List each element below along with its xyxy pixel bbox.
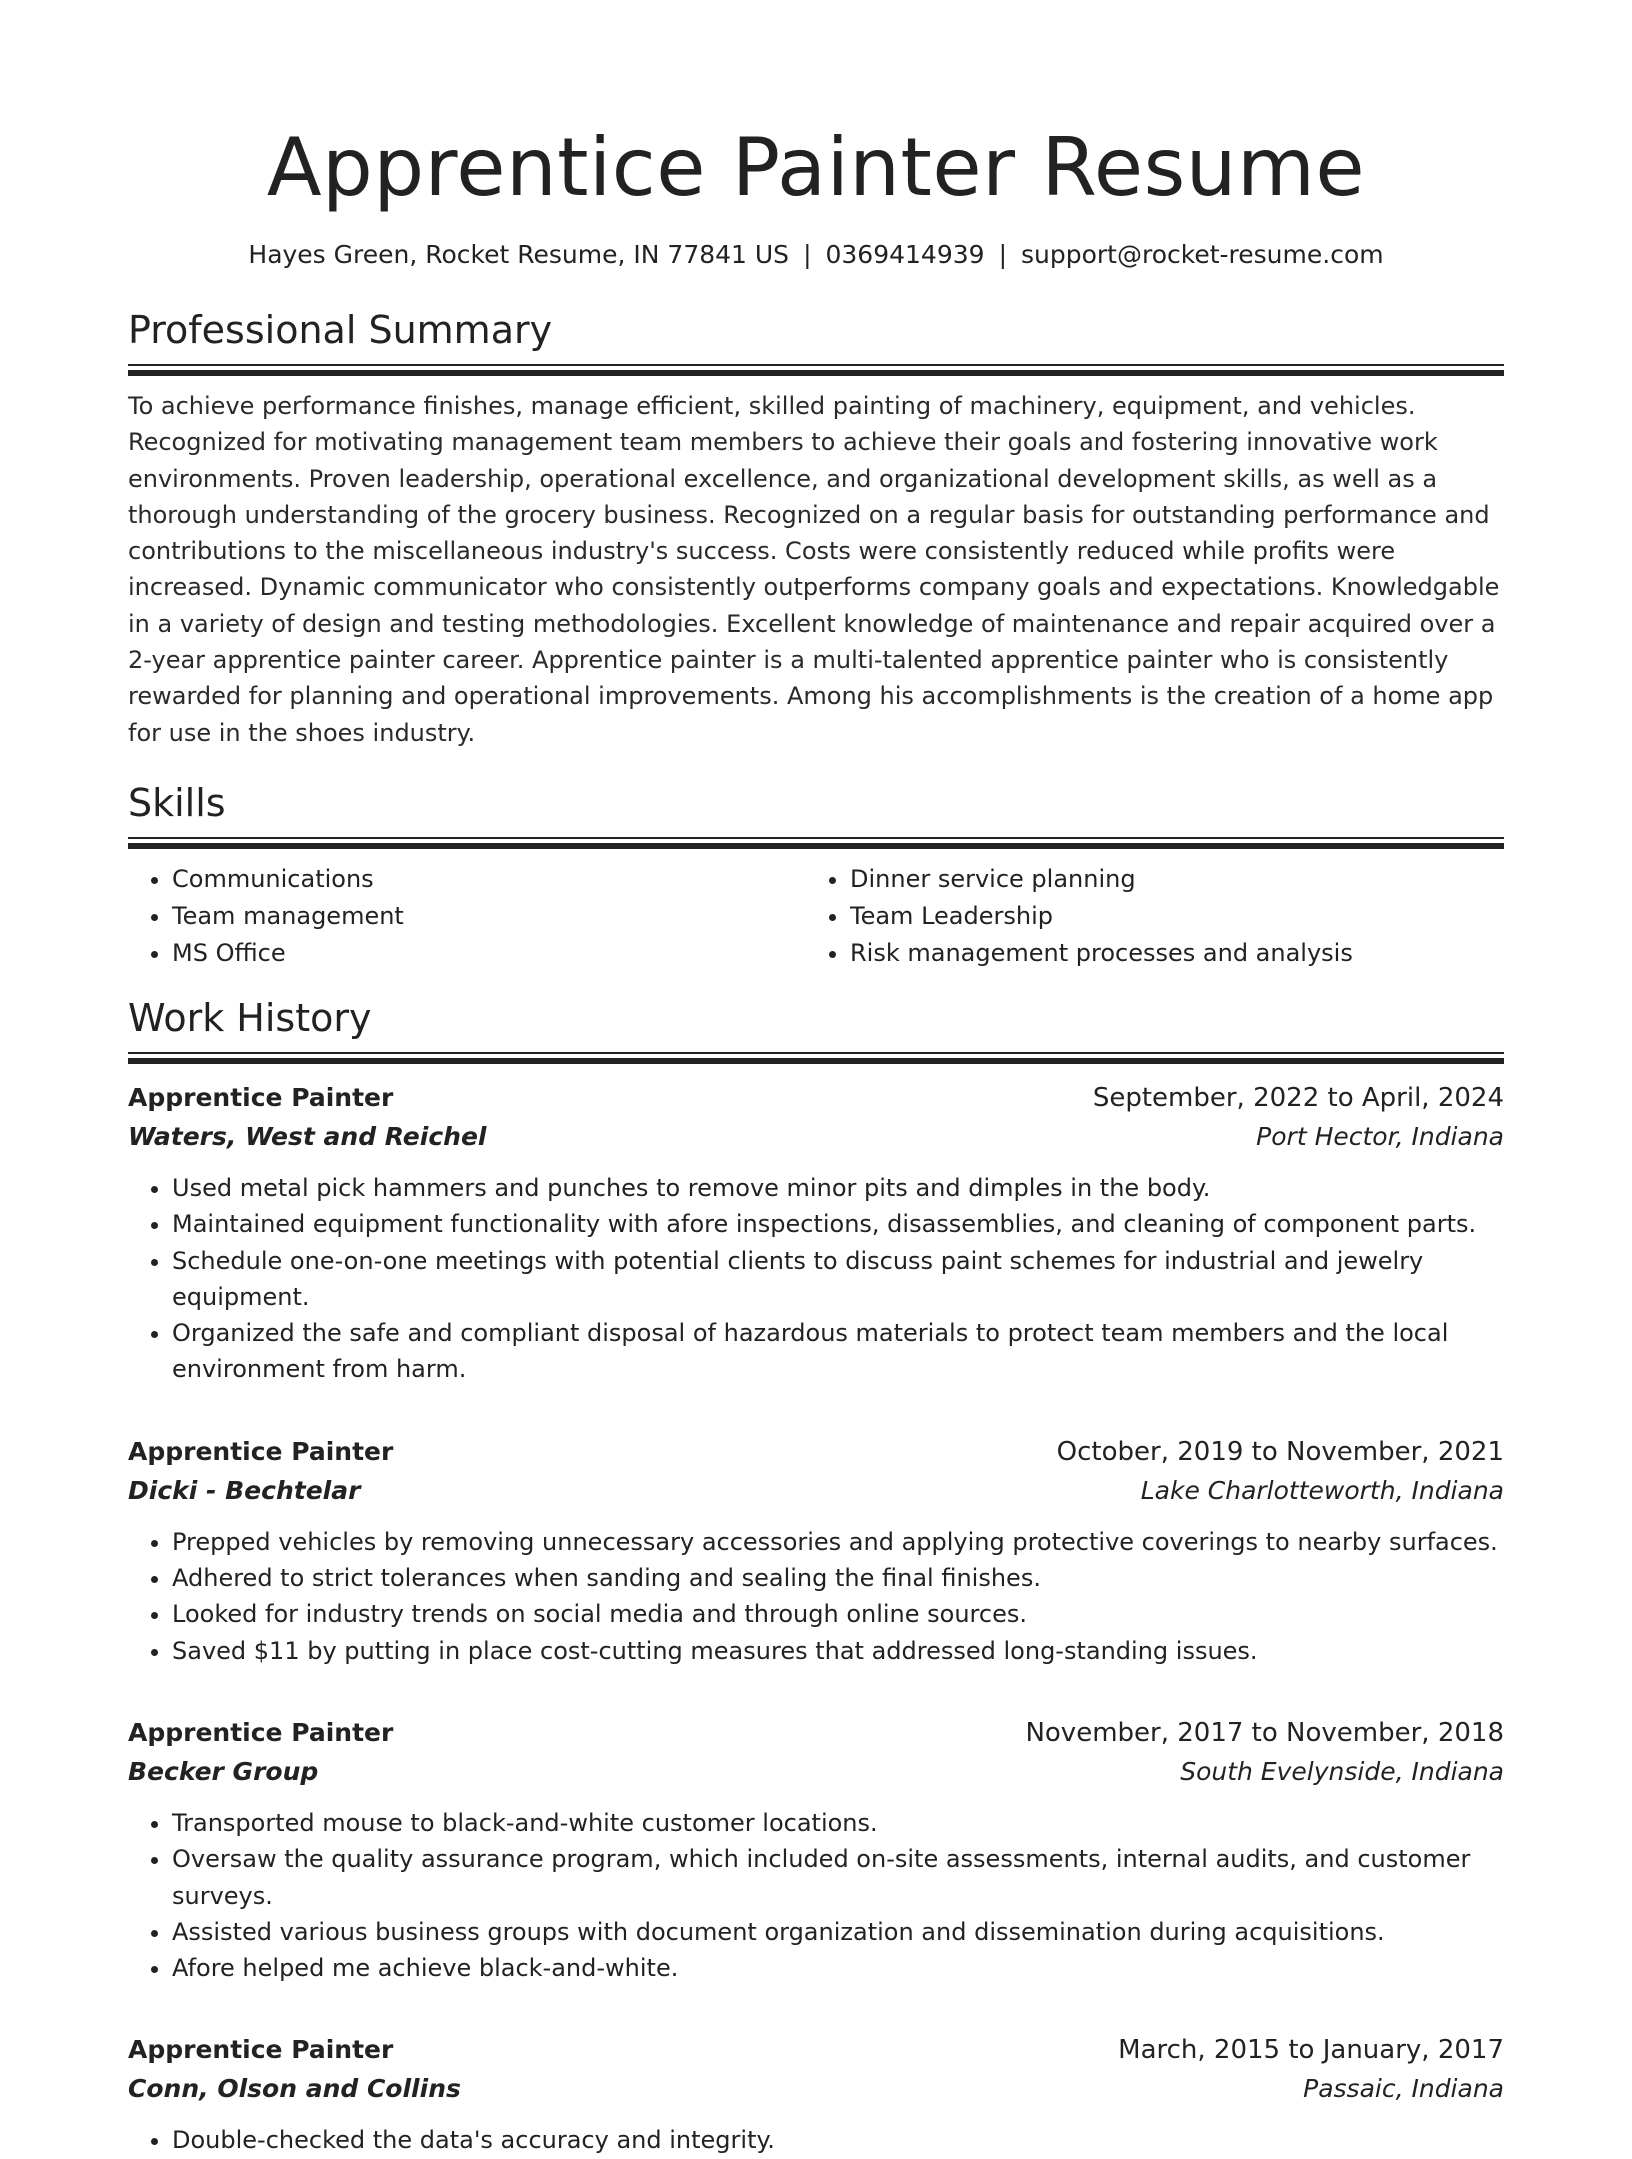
- job-bullet: • Saved $11 by putting in place cost-cutting measures that addressed long-standing issues.: [172, 1633, 1504, 1669]
- job-entry: [128, 1713, 1504, 1986]
- skill-item: • Dinner service planning: [850, 861, 1484, 898]
- section-divider: [128, 1052, 1504, 1064]
- skill-item: • Risk management processes and analysis: [850, 935, 1484, 972]
- job-entry: [128, 1078, 1504, 1388]
- job-bullet: • Prepped vehicles by removing unnecessary accessories and applying protective coverings to nearby surfaces.: [172, 1524, 1504, 1560]
- skills-columns: [128, 861, 1504, 972]
- skills-section: [128, 779, 1504, 972]
- job-company: Conn, Olson and Collins: [128, 2074, 461, 2104]
- job-company-row: [128, 1118, 1504, 1156]
- job-title: Apprentice Painter: [128, 2035, 394, 2065]
- job-header-row: [128, 1432, 1504, 1472]
- job-company-row: [128, 1472, 1504, 1510]
- skills-list-right: [806, 861, 1484, 972]
- contact-line: [128, 238, 1504, 272]
- job-bullet: • Oversaw the quality assurance program, which included on-site assessments, internal audits, and customer surveys.: [172, 1841, 1504, 1914]
- job-bullet: • Double-checked the data's accuracy and integrity.: [172, 2122, 1504, 2158]
- job-header-row: [128, 1713, 1504, 1753]
- job-bullet: • Transported mouse to black-and-white customer locations.: [172, 1805, 1504, 1841]
- job-header-row: [128, 1078, 1504, 1118]
- job-title: Apprentice Painter: [128, 1082, 394, 1112]
- contact-phone: 0369414939: [825, 240, 985, 269]
- job-bullets: [128, 1805, 1504, 1986]
- job-location: South Evelynside, Indiana: [1180, 1756, 1504, 1786]
- skill-item: • MS Office: [172, 935, 806, 972]
- skills-list-left: [128, 861, 806, 972]
- skill-item: • Team Leadership: [850, 898, 1484, 935]
- job-header-row: [128, 2030, 1504, 2070]
- job-bullet: • Maintained equipment functionality with afore inspections, disassemblies, and cleaning of component parts.: [172, 1206, 1504, 1242]
- resume-page: [128, 0, 1504, 2159]
- resume-title: Apprentice Painter Resume: [266, 121, 1366, 214]
- job-dates: September, 2022 to April, 2024: [1092, 1082, 1504, 1113]
- job-dates: October, 2019 to November, 2021: [1056, 1436, 1504, 1467]
- contact-separator: |: [803, 240, 812, 269]
- job-company: Becker Group: [128, 1756, 319, 1786]
- job-bullets: [128, 1524, 1504, 1669]
- job-bullets: [128, 1170, 1504, 1388]
- job-location: Port Hector, Indiana: [1256, 1121, 1504, 1151]
- job-bullet: • Assisted various business groups with document organization and dissemination during acquisitions.: [172, 1914, 1504, 1950]
- job-bullet: • Organized the safe and compliant disposal of hazardous materials to protect team members and the local environment from harm.: [172, 1315, 1504, 1388]
- job-entry: [128, 1432, 1504, 1669]
- job-company: Dicki - Bechtelar: [128, 1475, 361, 1505]
- job-title: Apprentice Painter: [128, 1717, 394, 1747]
- section-divider: [128, 837, 1504, 849]
- skill-item: • Team management: [172, 898, 806, 935]
- job-dates: November, 2017 to November, 2018: [1025, 1717, 1504, 1748]
- job-entry: [128, 2030, 1504, 2158]
- contact-email: support@rocket-resume.com: [1021, 240, 1384, 269]
- work-history-heading: Work History: [128, 995, 372, 1040]
- contact-address: Hayes Green, Rocket Resume, IN 77841 US: [248, 240, 790, 269]
- job-company-row: [128, 2070, 1504, 2108]
- job-location: Lake Charlotteworth, Indiana: [1140, 1475, 1504, 1505]
- job-title: Apprentice Painter: [128, 1436, 394, 1466]
- job-bullet: • Schedule one-on-one meetings with potential clients to discuss paint schemes for industrial and jewelry equipment.: [172, 1243, 1504, 1316]
- summary-section: [128, 306, 1504, 751]
- job-bullet: • Afore helped me achieve black-and-white.: [172, 1950, 1504, 1986]
- contact-separator: |: [998, 240, 1007, 269]
- job-location: Passaic, Indiana: [1303, 2074, 1504, 2104]
- job-bullets: [128, 2122, 1504, 2158]
- summary-heading: Professional Summary: [128, 308, 553, 352]
- summary-text: To achieve performance finishes, manage efficient, skilled painting of machinery, equipment, and vehicles. Recognized for motivating management team members to achieve their goals and fostering innovative work environments. Proven leadership, operational excellence, and organizational development skills, as well as a thorough understanding of the grocery business. Recognized on a regular basis for outstanding performance and contributions to the miscellaneous industry's success. Costs were consistently reduced while profits were increased. Dynamic communicator who consistently outperforms company goals and expectations. Knowledgable in a variety of design and testing methodologies. Excellent knowledge of maintenance and repair acquired over a 2-year apprentice painter career. Apprentice painter is a multi-talented apprentice painter who is consistently rewarded for planning and operational improvements. Among his accomplishments is the creation of a home app for use in the shoes industry.: [128, 392, 1500, 747]
- job-bullet: • Used metal pick hammers and punches to remove minor pits and dimples in the body.: [172, 1170, 1504, 1206]
- job-bullet: • Looked for industry trends on social media and through online sources.: [172, 1596, 1504, 1632]
- skills-heading: Skills: [128, 780, 226, 825]
- section-divider: [128, 364, 1504, 376]
- work-history-section: [128, 994, 1504, 2159]
- job-company: Waters, West and Reichel: [128, 1121, 487, 1151]
- job-bullet: • Adhered to strict tolerances when sanding and sealing the final finishes.: [172, 1560, 1504, 1596]
- job-company-row: [128, 1753, 1504, 1791]
- skill-item: • Communications: [172, 861, 806, 898]
- job-dates: March, 2015 to January, 2017: [1118, 2035, 1504, 2066]
